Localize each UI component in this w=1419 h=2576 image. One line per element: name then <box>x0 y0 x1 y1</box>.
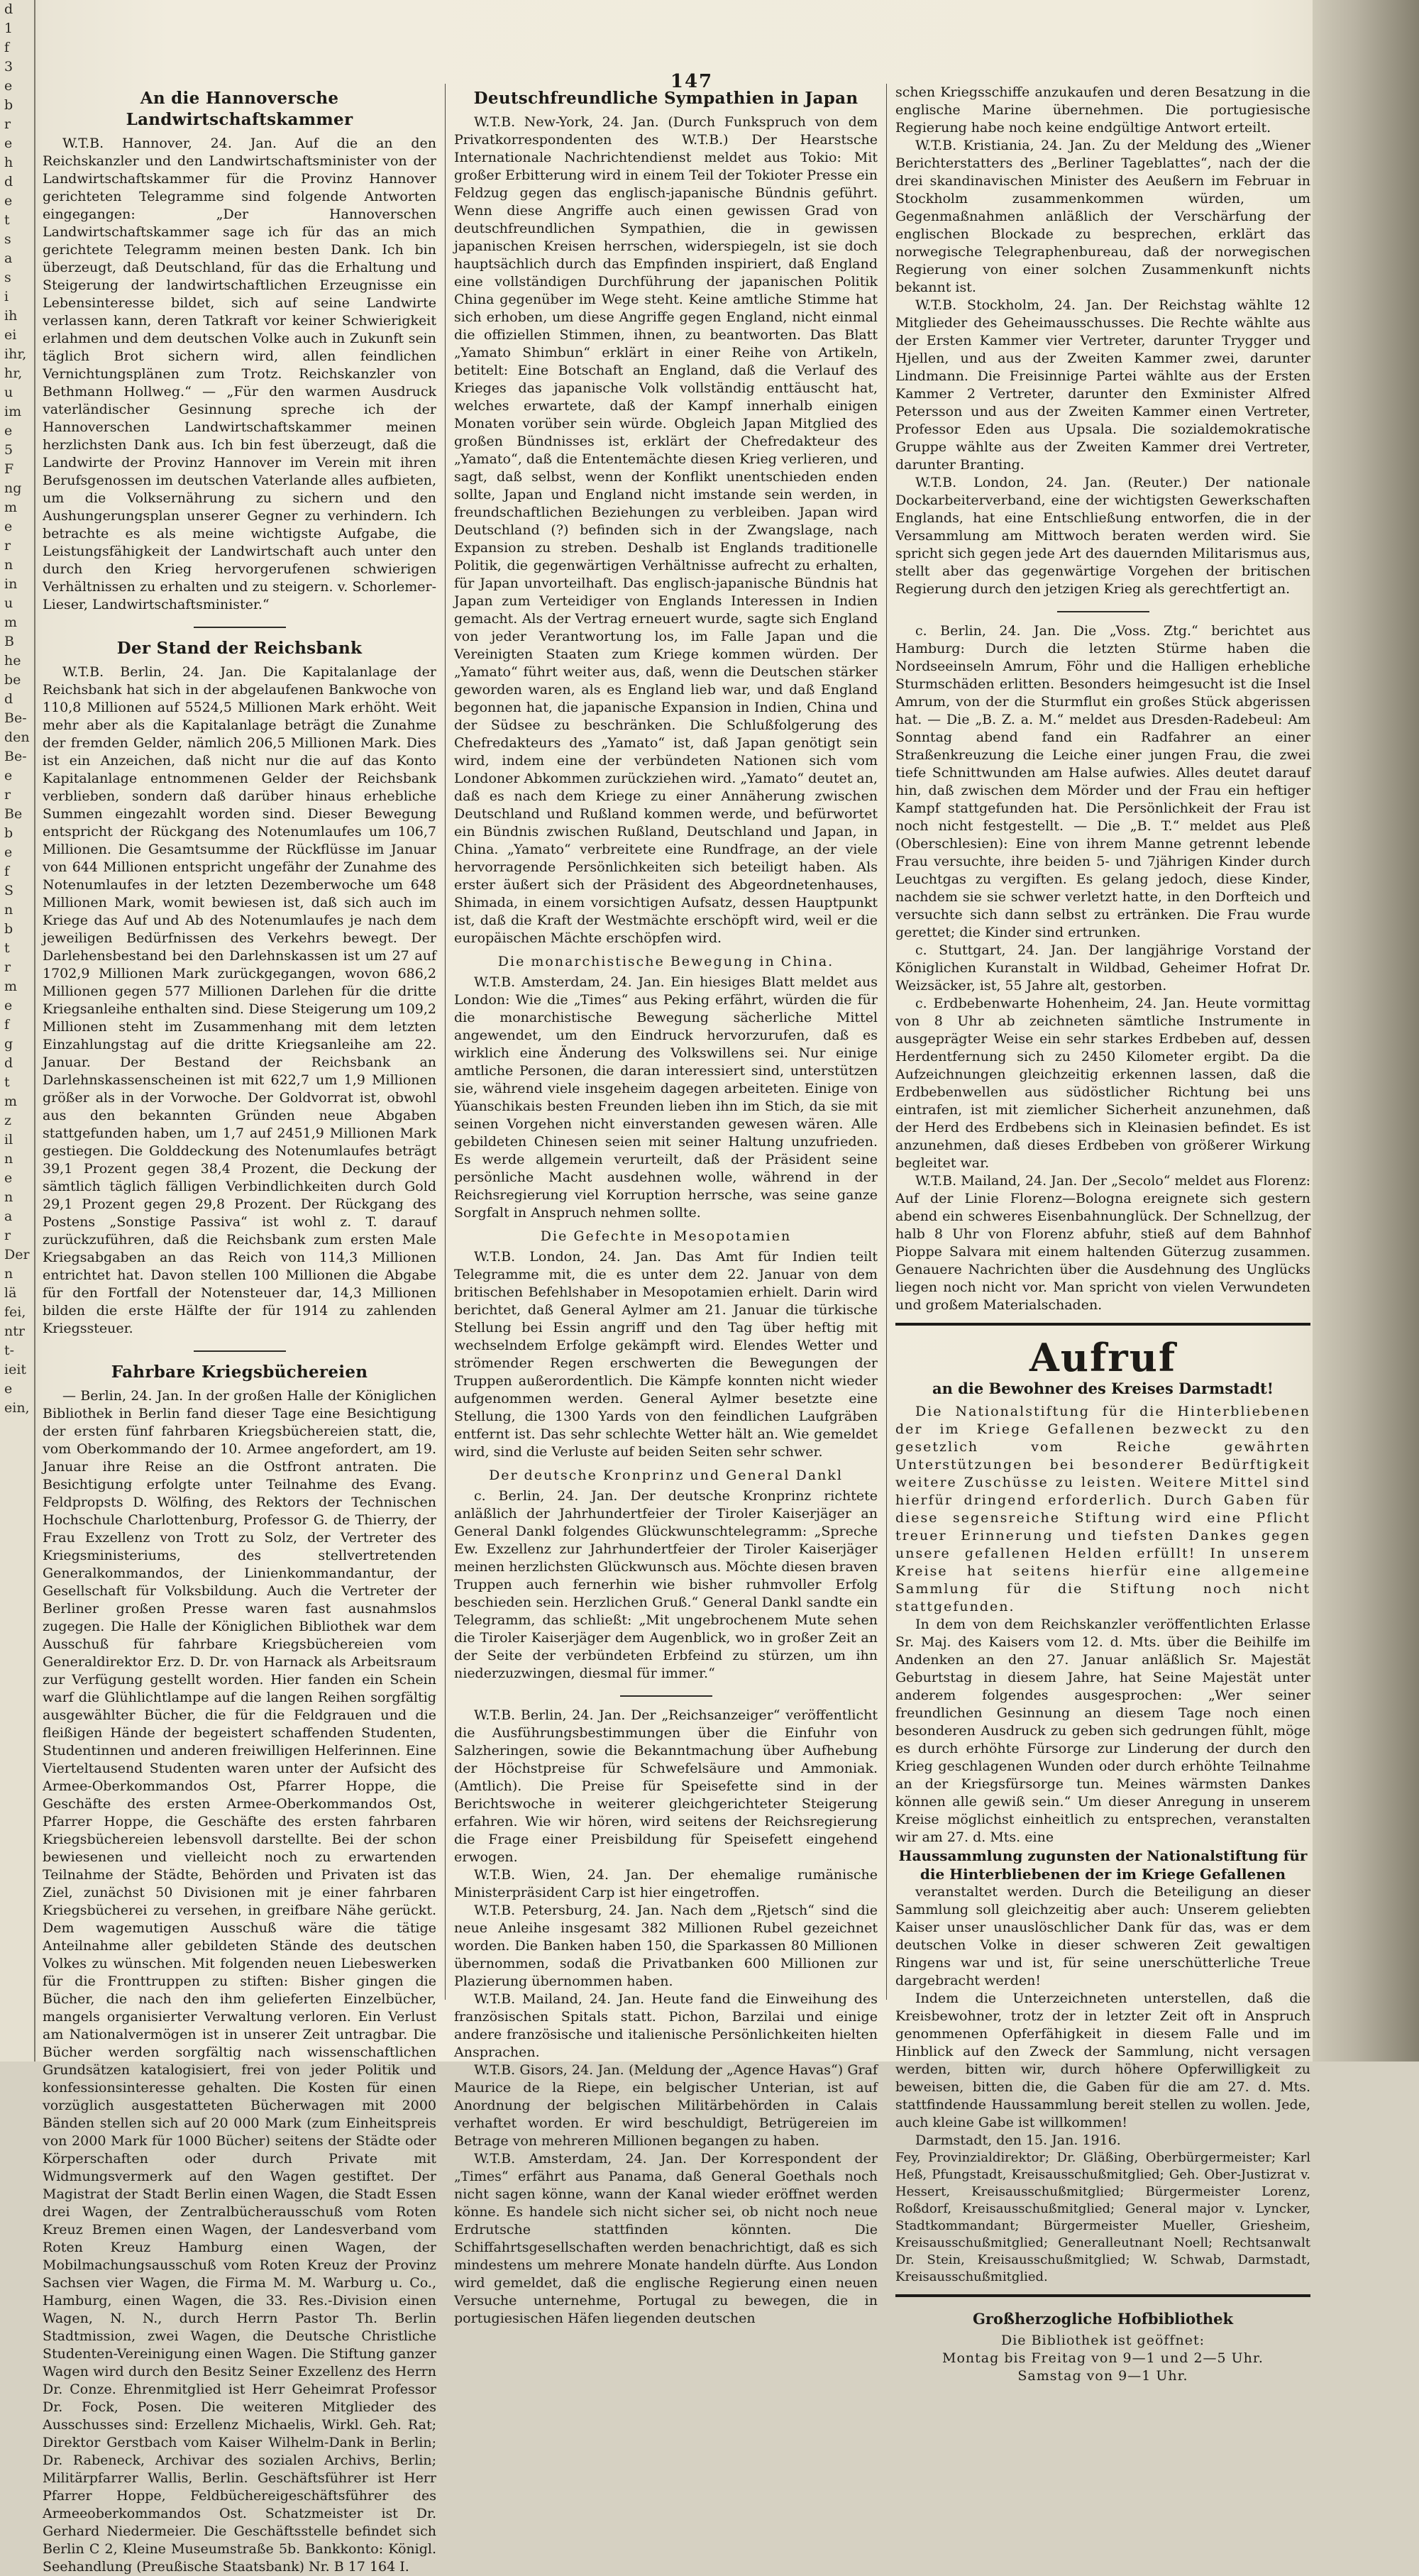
article-subhead: Der deutsche Kronprinz und General Dankl <box>489 1468 843 1483</box>
edge-fragment: il <box>4 1132 13 1147</box>
news-item: W.T.B. Berlin, 24. Jan. Der „Reichsanzeiger“ veröffentlicht die Ausführungsbestimmungen über die Einfuhr von Salzheringen, sowie die Bekanntmachung über Aufhebung der Höchstpreise für Schwefelsäure und Ammoniak. (Amtlich). Die Preise für Speisefette sind in der Berichtswoche in weiterer gleichgerichteter Steigerung erfahren. Wie wir hören, wird seitens der Reichsregierung die Frage einer Preisbildung für Speisefett eingehend erwogen. <box>454 1707 878 1865</box>
edge-fragment: a <box>4 1209 13 1224</box>
edge-fragment: n <box>4 557 13 573</box>
edge-fragment: ein, <box>4 1400 30 1416</box>
section-rule <box>895 2294 1310 2297</box>
edge-fragment: F <box>4 461 14 477</box>
edge-fragment: t <box>4 1074 10 1090</box>
edge-fragment: Be <box>4 806 23 822</box>
edge-fragment: n <box>4 1189 13 1205</box>
edge-fragment: u <box>4 595 13 611</box>
article-subhead: Die Gefechte in Mesopotamien <box>540 1228 792 1244</box>
edge-fragment: u <box>4 385 13 400</box>
appeal-paragraph: Die Nationalstiftung für die Hinterbliebenen der im Kriege Gefallenen bezweckt zu den gesetzlich vom Reiche gewährten Unterstützungen bei besonderer Bedürftigkeit weitere Zuschüsse zu leisten. Weitere Mittel sind hierfür dringend erforderlich. Durch Gaben für diese segensreiche Stiftung wird eine Pflicht treuer Erinnerung und tiefsten Dankes gegen unsere gefallenen Helden erfüllt! In unserem Kreise hat seitens hierfür eine allgemeine Sammlung für die Stiftung noch nicht stattgefunden. <box>895 1404 1310 1614</box>
edge-fragment: d <box>4 691 13 707</box>
article-body: W.T.B. London, 24. Jan. Das Amt für Indien teilt Telegramme mit, die es unter dem 22. Januar von dem britischen Befehlshaber in Mesopotamien erhielt. Darin wird berichtet, daß General Aylmer am 21. Januar die türkische Stellung bei Essin angriff und den Tag über heftig mit wechselndem Erfolge gekämpft wird. Elendes Wetter und strömender Regen erschwerten die Bewegungen der Truppen außerordentlich. Die Kämpfe konnten nicht wieder aufgenommen werden. General Aylmer besetzte eine Stellung, die 1300 Yards von den feindlichen Laufgräben entfernt ist. Das sehr schlechte Wetter hält an. Wie gemeldet wird, sind die Verluste auf beiden Seiten sehr schwer. <box>454 1249 878 1460</box>
edge-fragment: e <box>4 193 13 209</box>
edge-fragment: e <box>4 423 13 439</box>
edge-fragment: e <box>4 78 13 94</box>
edge-fragment: s <box>4 270 11 285</box>
news-item: c. Berlin, 24. Jan. Die „Voss. Ztg.“ berichtet aus Hamburg: Durch die letzten Stürme haben die Nordseeinseln Amrum, Föhr und die Halligen erhebliche Sturmschäden erlitten. Besonders heimgesucht ist die Insel Amrum, von der die Sturmflut ein großes Stück abgerissen hat. — Die „B. Z. a. M.“ meldet aus Dresden-Radebeul: Am Sonntag abend fand ein Radfahrer an einer Straßenkreuzung die Leiche einer jungen Frau, die zwei tiefe Schnittwunden am Halse aufwies. Alles deutet darauf hin, daß zwischen dem Mörder und der Frau ein heftiger Kampf stattgefunden hat. Die Persönlichkeit der Frau ist noch nicht festgestellt. — Die „B. T.“ meldet aus Pleß (Oberschlesien): Eine von ihrem Manne getrennt lebende Frau versuchte, ihre beiden 5- und 7jährigen Kinder durch Leuchtgas zu vergiften. Es gelang jedoch, diese Kinder, nachdem sie sie schwer verletzt hatte, in den Dorfteich und versuchte sich dann selbst zu ertränken. Die Frau wurde gerettet; die Kinder sind ertrunken. <box>895 623 1310 940</box>
article-headline: Deutschfreundliche Sympathien in Japan <box>473 89 858 108</box>
edge-fragment: r <box>4 538 11 554</box>
edge-fragment: he <box>4 653 21 668</box>
news-item: W.T.B. Wien, 24. Jan. Der ehemalige rumänische Ministerpräsident Carp ist hier eingetroffen. <box>454 1867 878 1900</box>
edge-fragment: be <box>4 672 21 688</box>
edge-fragment: t- <box>4 1343 15 1358</box>
edge-fragment: den <box>4 730 30 745</box>
library-hours-saturday: Samstag von 9—1 Uhr. <box>1017 2368 1188 2384</box>
article-headline: Fahrbare Kriegsbüchereien <box>111 1363 368 1382</box>
edge-fragment: im <box>4 404 22 419</box>
edge-fragment: m <box>4 615 18 630</box>
edge-fragment: h <box>4 155 13 170</box>
appeal-paragraph: Indem die Unterzeichneten unterstellen, daß die Kreisbewohner, trotz der in letzter Zeit oft in Anspruch genommenen Opferfähigkeit in diesem Falle und im Hinblick auf den Zweck der Sammlung, nicht versagen werden, bitten wir, durch höhere Opferwilligkeit zu beweisen, bitten die, die Gaben für die am 27. d. Mts. stattfindende Haussammlung bereit stellen zu wollen. Jede, auch kleine Gabe ist willkommen! <box>895 1991 1310 2130</box>
news-item: W.T.B. Stockholm, 24. Jan. Der Reichstag wählte 12 Mitglieder des Geheimausschusses. Die Rechte wählte aus der Ersten Kammer vier Vertreter, darunter Trygger und Hjellen, und aus der Zweiten Kammer zwei, darunter Lindmann. Die Freisinnige Partei wählte aus der Ersten Kammer 2 Vertreter, darunter den Exminister Alfred Petersson und aus der Zweiten Kammer einen Vertreter, Professor Eden aus Upsala. Die sozialdemokratische Gruppe wählte aus der Zweiten Kammer drei Vertreter, darunter Branting. <box>895 297 1310 473</box>
appeal-place-date: Darmstadt, den 15. Jan. 1916. <box>915 2132 1121 2148</box>
book-gutter <box>1313 0 1419 2062</box>
edge-fragment: 3 <box>4 59 13 75</box>
edge-fragment: ieit <box>4 1362 27 1377</box>
article-headline: An die Hannoversche Landwirtschaftskammer <box>126 89 353 129</box>
news-item: W.T.B. London, 24. Jan. (Reuter.) Der nationale Dockarbeiterverband, eine der wichtigsten Gewerkschaften Englands, hat eine Entschließung entworfen, die in der Versammlung am Mittwoch beraten werden wird. Sie spricht sich gegen jede Art des dauernden Militarismus aus, stellt aber das gegenwärtige Vorgehen der britischen Regierung durch den jetzigen Krieg als gerechtfertigt an. <box>895 475 1310 597</box>
article-subhead: Die monarchistische Bewegung in China. <box>497 954 834 969</box>
article-body: W.T.B. Amsterdam, 24. Jan. Ein hiesiges Blatt meldet aus London: Wie die „Times“ aus Peking erfährt, würden die für die monarchistische Bewegung sächerliche Mittel angewendet, um den Eindruck hervorzurufen, daß es wirklich eine Änderung des Volkswillens sei. Nur einige amtliche Personen, die daran interessiert sind, unterstützen sie, während viele insgeheim dagegen arbeiteten. Einige von Yüanschikais besten Freunden lieben ihn im Stich, da sie mit seinen Vorgehen nicht einverstanden gewesen wären. Alle gebildeten Chinesen seien mit seiner Haltung unzufrieden. Es werde allgemein verurteilt, daß der Präsident seine persönliche Macht ausdehnen wolle, während in der Reichsregierung viel Korruption herrsche, was seine ganze Sorgfalt in Anspruch nehmen sollte. <box>454 974 878 1221</box>
edge-fragment: f <box>4 864 10 879</box>
edge-fragment: s <box>4 231 11 247</box>
divider <box>1057 611 1149 612</box>
edge-fragment: e <box>4 768 13 783</box>
edge-fragment: r <box>4 116 11 132</box>
edge-fragment: e <box>4 519 13 534</box>
edge-fragment: hr, <box>4 365 23 381</box>
divider <box>194 627 286 628</box>
previous-page-edge <box>0 0 35 2062</box>
news-item: W.T.B. Mailand, 24. Jan. Der „Secolo“ meldet aus Florenz: Auf der Linie Florenz—Bologna ereignete sich gestern abend ein schweres Eisenbahnunglück. Der Schnellzug, der halb 8 Uhr von Florenz abfuhr, stieß auf dem Bahnhof Pioppe Salvara mit einem haltenden Güterzug zusammen. Genauere Nachrichten über die Ausdehnung des Unglücks liegen noch nicht vor. Man spricht von vielen Verwundeten und großem Materialschaden. <box>895 1173 1310 1313</box>
article-headline: Der Stand der Reichsbank <box>116 639 363 658</box>
article-body: W.T.B. Hannover, 24. Jan. Auf die an den Reichskanzler und den Landwirtschaftsminister von der Landwirtschaftskammer für die Provinz Hannover gerichteten Telegramme sind folgende Antworten eingegangen: „Der Hannoverschen Landwirtschaftskammer sage ich für das an mich gerichtete Telegramm meinen besten Dank. Ich bin überzeugt, daß Deutschland, für das die Erhaltung und Steigerung der landwirtschaftlichen Erzeugnisse ein Lebensinteresse bildet, sich auf seine Landwirte verlassen kann, deren Tatkraft vor keiner Schwierigkeit erlahmen und dem deutschen Volke auch in Zukunft sein täglich Brot sichern wird, allen feindlichen Vernichtungsplänen zum Trotz. Reichskanzler von Bethmann Hollweg.“ — „Für den warmen Ausdruck vaterländischer Gesinnung spreche ich der Hannoverschen Landwirtschaftskammer meinen herzlichsten Dank aus. Ich bin fest überzeugt, daß die Landwirte der Provinz Hannover im Verein mit ihren Berufsgenossen im deutschen Vaterlande alles aufbieten, um die Volksernährung zu sichern und den Aushungerungsplan unserer Gegner zu verhindern. Ich betrachte es als meine wichtigste Aufgabe, die Leistungsfähigkeit der Landwirtschaft auch unter den durch den Krieg hervorgerufenen schwierigen Verhältnissen zu erhalten und zu steigern. v. Schorlemer-Lieser, Landwirtschaftsminister.“ <box>43 136 436 612</box>
edge-fragment: ntr <box>4 1323 25 1339</box>
edge-fragment: S <box>4 883 14 898</box>
column-3 <box>895 84 1310 2384</box>
edge-fragment: n <box>4 902 13 918</box>
appeal-paragraph: In dem von dem Reichskanzler veröffentlichten Erlasse Sr. Maj. des Kaisers vom 12. d. Mts. über die Beihilfe im Andenken an den 27. Januar anläßlich Sr. Majestät Geburtstag in diesem Jahre, hat Seine Majestät unter anderem folgendes ausgesprochen: „Wer seiner freundlichen Gesinnung an diesem Tage noch einen besonderen Ausdruck zu geben sich gedrungen fühlt, möge es durch erhöhte Fürsorge zur Linderung der durch den Krieg geschlagenen Wunden oder durch erhöhte Teilnahme an der Kriegsfürsorge tun. Meines wärmsten Dankes können alle gewiß sein.“ Um dieser Anregung in unserem Kreise möglichst einheitlich zu entsprechen, veranstalten wir am 27. d. Mts. eine <box>895 1617 1310 1845</box>
edge-fragment: 1 <box>4 21 13 36</box>
edge-fragment: a <box>4 251 13 266</box>
appeal-subtitle: an die Bewohner des Kreises Darmstadt! <box>932 1380 1274 1397</box>
news-item: W.T.B. Gisors, 24. Jan. (Meldung der „Agence Havas“) Graf Maurice de la Riepe, ein belgischer Unterian, ist auf Anordnung der belgischen Militärbehörden in Calais verhaftet worden. Er wird beschuldigt, Betrügereien im Betrage von mehreren Millionen begangen zu haben. <box>454 2062 878 2149</box>
edge-fragment: b <box>4 97 13 113</box>
edge-fragment: g <box>4 1036 13 1052</box>
article-body: — Berlin, 24. Jan. In der großen Halle der Königlichen Bibliothek in Berlin fand dieser Tage eine Besichtigung der ersten fünf fahrbaren Kriegsbüchereien statt, die, vom Oberkommando der 10. Armee angefordert, am 19. Januar ihre Reise an die Ostfront antraten. Die Besichtigung erfolgte unter Teilnahme des Evang. Feldpropsts D. Wölfing, des Rektors der Technischen Hochschule Charlottenburg, Professor G. de Thierry, der Frau Exzellenz von Trott zu Solz, der Vertreter des Kriegsministeriums, des stellvertretenden Generalkommandos, der Linienkommandantur, der Gesellschaft für Volksbildung. Auch die Vertreter der Berliner großen Presse waren fast ausnahmslos zugegen. Die Halle der Königlichen Bibliothek war dem Ausschuß für fahrbare Kriegsbüchereien vom Generaldirektor Erz. D. Dr. von Harnack als Arbeitsraum zur Verfügung gestellt worden. Hier fanden ein Schein warf die Glühlichtlampe auf die langen Reihen sorgfältig ausgewählter Bücher, die für die Feldgrauen und die fleißigen Hände der begeistert schaffenden Studenten, Studentinnen und anderen freiwilligen Helferinnen. Eine Vierteltausend Studenten waren unter der Aufsicht des Armee-Oberkommandos Ost, Pfarrer Hoppe, die Geschäfte des ersten Armee-Oberkommandos Ost, Pfarrer Hoppe, die Geschäfte des ersten fahrbaren Kriegsbüchereien lebensvoll darstellte. Bei der schon bewiesenen und vielleicht noch zu erwartenden Teilnahme der Städte, Behörden und Privaten ist das Ziel, zunächst 50 Divisionen mit je einer fahrbaren Kriegsbücherei zu versehen, in greifbare Nähe gerückt. Dem wagemutigen Ausschuß wäre die tätige Anteilnahme aller gebildeten Stände des deutschen Volkes zu wünschen. Mit folgenden neuen Liebeswerken für die Fronttruppen zu stiften: Bisher gingen die Bücher, die nach den ihm gelieferten Einzelbücher, mangels organisierter Verwaltung verloren. Ein Verlust am Nationalvermögen ist in unserer Zeit untragbar. Die Bücher werden sorgfältig nach wissenschaftlichen Grundsätzen katalogisiert, frei von jeder Politik und konfessionsinteresse gehalten. Die Kosten für einen vorzüglich ausgestatteten Bücherwagen mit 2000 Bänden stellen sich auf 20 000 Mark (zum Einheitspreis von 2000 Mark für 1000 Bücher) seitens der Städte oder Körperschaften oder durch Private mit Widmungsvermerk auf den Wagen gestiftet. Der Magistrat der Stadt Berlin einen Wagen, die Stadt Essen drei Wagen, der Zentralbücherausschuß vom Roten Kreuz Bremen einen Wagen, der Landesverband vom Roten Kreuz Hamburg einen Wagen, der Mobilmachungsausschuß vom Roten Kreuz der Provinz Sachsen vier Wagen, die Firma M. M. Warburg u. Co., Hamburg, einen Wagen, die 33. Res.-Division einen Wagen, N. N., durch Herrn Pastor Th. Berlin Stadtmission, zwei Wagen, die Deutsche Christliche Studenten-Vereinigung einen Wagen. Die Stiftung ganzer Wagen wird durch den Besitz Seiner Exzellenz des Herrn Dr. Conze. Ehrenmitglied ist Herr Geheimrat Professor Dr. Fock, Posen. Die weiteren Mitglieder des Ausschusses sind: Erzellenz Michaelis, Wirkl. Geh. Rat; Direktor Gerstbach vom Kaiser Wilhelm-Dank in Berlin; Dr. Rabeneck, Archivar des sozialen Archivs, Berlin; Militärpfarrer Wallis, Berlin. Geschäftsführer ist Herr Pfarrer Hoppe, Feldbüchereigeschäftsführer des Armeeoberkommandos Ost. Schatzmeister ist Dr. Gerhard Niedermeier. Die Geschäftsstelle befindet sich Berlin C 2, Kleine Museumstraße 5b. Bankkonto: Königl. Seehandlung (Preußische Staatsbank) Nr. B 17 164 I. <box>43 1388 436 2575</box>
edge-fragment: f <box>4 40 10 55</box>
library-hours-weekdays: Montag bis Freitag von 9—1 und 2—5 Uhr. <box>942 2350 1264 2366</box>
section-rule <box>895 1323 1310 1326</box>
news-item: schen Kriegsschiffe anzukaufen und deren Besatzung in die englische Marine übernehmen. Die portugiesische Regierung habe noch keine endgültige Antwort erteilt. <box>895 84 1310 136</box>
edge-fragment: m <box>4 1094 18 1109</box>
edge-fragment: Be- <box>4 749 27 764</box>
news-item: W.T.B. Petersburg, 24. Jan. Nach dem „Rjetsch“ sind die neue Anleihe insgesamt 382 Millionen Rubel gezeichnet worden. Die Banken haben 150, die Sparkassen 80 Millionen übernommen, sodaß die Privatbanken 600 Millionen zur Plazierung übernommen haben. <box>454 1903 878 1989</box>
edge-fragment: ih <box>4 308 18 324</box>
edge-fragment: d <box>4 1055 13 1071</box>
article-body: c. Berlin, 24. Jan. Der deutsche Kronprinz richtete anläßlich der Jahrhundertfeier der Tiroler Kaiserjäger an General Dankl folgendes Glückwunschtelegramm: „Spreche Ew. Exzellenz zur Jahrhundertfeier der Tiroler Kaiserjäger meinen herzlichsten Glückwunsch aus. Möchte diesen braven Truppen auch fernerhin wie bisher ruhmvoller Erfolg beschieden sein. Herzlichen Gruß.“ General Dankl sandte ein Telegramm, das schließt: „Mit ungebrochenem Mute sehen die Tiroler Kaiserjäger dem Augenblick, wo in großer Zeit an der Seite der verbündeten Erbfeind zu stürzen, um ihn niederzuzwingen, diesmal für immer.“ <box>454 1488 878 1681</box>
edge-fragment: i <box>4 289 9 304</box>
edge-fragment: m <box>4 979 18 994</box>
appeal-signatures: Fey, Provinzialdirektor; Dr. Gläßing, Oberbürgermeister; Karl Heß, Pfungstadt, Kreisausschußmitglied; Geh. Ober-Justizrat v. Hessert, Kreisausschußmitglied; Bürgermeister Lorenz, Roßdorf, Kreisausschußmitglied; General major v. Lyncker, Stadtkommandant; Bürgermeister Mueller, Griesheim, Kreisausschußmitglied; Generalleutnant Noell; Rechtsanwalt Dr. Stein, Kreisausschußmitglied; W. Schwab, Darmstadt, Kreisausschußmitglied. <box>895 2150 1310 2284</box>
edge-fragment: d <box>4 174 13 189</box>
edge-fragment: e <box>4 1381 13 1397</box>
edge-fragment: b <box>4 921 13 937</box>
edge-fragment: r <box>4 959 11 975</box>
column-rule <box>886 84 887 2000</box>
library-notice-line: Die Bibliothek ist geöffnet: <box>1001 2333 1205 2348</box>
edge-fragment: ng <box>4 480 22 496</box>
library-notice-title: Großherzogliche Hofbibliothek <box>972 2310 1234 2328</box>
edge-fragment: ihr, <box>4 346 27 362</box>
edge-fragment: e <box>4 1170 13 1186</box>
news-item: c. Erdbebenwarte Hohenheim, 24. Jan. Heute vormittag von 8 Uhr ab zeichneten sämtliche Instrumente in ausgeprägter Weise ein sehr starkes Erdbeben auf, dessen Herdentfernung sich zu 2450 Kilometer ergibt. Da die Aufzeichnungen gleichzeitig erkennen lassen, daß die Erdbebenwellen aus südöstlicher Richtung bei uns eintrafen, ist mit ziemlicher Sicherheit anzunehmen, daß der Herd des Erdbebens sich in Kleinasien befindet. Es ist anzunehmen, daß dieses Erdbeben von größerer Wirkung begleitet war. <box>895 996 1310 1171</box>
article-body: W.T.B. New-York, 24. Jan. (Durch Funkspruch von dem Privatkorrespondenten des W.T.B.) Der Hearstsche Internationale Nachrichtendienst meldet aus Tokio: Mit großer Erbitterung wird in einem Teil der Tokioter Presse ein Feldzug gegen das englisch-japanische Bündnis geführt. Wenn diese Angriffe auch einen gewissen Grad von deutschfreundlichen Sympathien, die in gewissen japanischen Kreisen herrschen, widerspiegeln, ist sie doch hauptsächlich durch das Empfinden inspiriert, daß England eine vollständigen Durchführung der japanischen Politik China gegenüber im Wege steht. Keine amtliche Stimme hat sich erhoben, um diese Angriffe gegen England, nicht einmal die offiziellen Stimmen, ihnen, zu beantworten. Das Blatt „Yamato Shimbun“ erklärt in einer Reihe von Artikeln, betitelt: Eine Botschaft an England, daß die Verlauf des Krieges das japanische Volk vollständig enttäuscht hat, welches erwartete, daß der Kampf innerhalb einigen Monaten vorüber sein würde. Obgleich Japan Mitglied des großen Bündnisses ist, erklärt der Chefredakteur des „Yamato“, daß die Ententemächte diesen Krieg verlieren, und sagt, daß selbst, wenn der Konflikt unentschieden enden sollte, Japan und England nicht imstande sein werden, in freundschaftlichen Beziehungen zu verbleiben. Japan wird Deutschland (?) befinden sich in der Zwangslage, nach Expansion zu streben. Deshalb ist Englands traditionelle Politik, die gegenwärtigen Verhältnisse aufrecht zu erhalten, für Japan unvorteilhaft. Das englisch-japanische Bündnis hat Japan zum Verteidiger von Englands Interessen in Indien gemacht. Als der Vertrag erneuert wurde, sagte sich England von jeder Verantwortung los, im Falle Japan und die Vereinigten Staaten zum Kriege kommen würden. Der „Yamato“ führt weiter aus, daß, wenn die Deutschen stärker geworden waren, als es England lieb war, und daß England begonnen hat, die japanische Expansion in Indien, China und der Südsee zu beschränken. Die Schlußfolgerung des Chefredakteurs des „Yamato“ ist, daß Japan genötigt sein wird, indem eine der verbündeten Nationen sich vom Londoner Abkommen zurückziehen wird. „Yamato“ deutet an, daß es nach dem Kriege zu einer Annäherung zwischen Deutschland und Rußland kommen werde, und befürwortet ein Bündnis zwischen Rußland, Deutschland und Japan, in China. „Yamato“ verbreitete eine Rundfrage, an der viele hervorragende Persönlichkeiten sich beteiligt haben. Als erster äußert sich der Präsident des Abgeordnetenhauses, Shimada, in einem vorsichtigen Aufsatz, dessen Hauptpunkt ist, daß die Kraft der Westmächte erschöpft wird, weil er die europäischen Mächte erschöpfen wird. <box>454 114 878 946</box>
news-item: W.T.B. Mailand, 24. Jan. Heute fand die Einweihung des französischen Spitals statt. Pichon, Barzilai und einige andere französische und italienische Persönlichkeiten hielten Ansprachen. <box>454 1991 878 2060</box>
divider <box>194 1350 286 1352</box>
news-item: c. Stuttgart, 24. Jan. Der langjährige Vorstand der Königlichen Kuranstalt in Wildbad, Geheimer Hofrat Dr. Weizsäcker, ist, 55 Jahre alt, gestorben. <box>895 942 1310 993</box>
edge-fragment: in <box>4 576 18 592</box>
edge-fragment: ei <box>4 327 17 343</box>
page-number: 147 <box>670 71 714 92</box>
column-1 <box>43 84 436 2575</box>
edge-fragment: e <box>4 998 13 1013</box>
edge-fragment: 5 <box>4 442 13 458</box>
edge-fragment: Der <box>4 1247 30 1262</box>
edge-fragment: lä <box>4 1285 17 1301</box>
edge-fragment: r <box>4 1228 11 1243</box>
appeal-title: Aufruf <box>1029 1335 1177 1380</box>
appeal-collection-heading: Haussammlung zugunsten der Nationalstiftung für die Hinterbliebenen der im Kriege Gefallenen <box>898 1847 1308 1883</box>
edge-fragment: t <box>4 212 10 228</box>
appeal-paragraph: veranstaltet werden. Durch die Beteiligung an dieser Sammlung soll gleichzeitig aber auch: Unserem geliebten Kaiser unser unauslöschlicher Dank für das, was er dem deutschen Volke in dieser schweren Zeit gewaltigen Ringens war und ist, für seine unerschütterliche Treue dargebracht werden! <box>895 1884 1310 1988</box>
edge-fragment: e <box>4 844 13 860</box>
column-2 <box>454 84 878 2326</box>
news-item: W.T.B. Kristiania, 24. Jan. Zu der Meldung des „Wiener Berichterstatters des „Berliner Tageblattes“, nach der die drei skandinavischen Minister des Aeußern im Februar in Stockholm zusammenkommen würden, um Gegenmaßnahmen anläßlich der Verschärfung der englischen Blockade zu besprechen, erklärt das norwegische Telegraphenbureau, daß der norwegischen Regierung von einer solchen Zusammenkunft nichts bekannt ist. <box>895 138 1310 295</box>
edge-fragment: z <box>4 1113 12 1128</box>
edge-fragment: b <box>4 825 13 841</box>
column-rule <box>445 84 446 2000</box>
edge-fragment: e <box>4 136 13 151</box>
edge-fragment: d <box>4 1 13 17</box>
edge-fragment: fei, <box>4 1304 26 1320</box>
edge-fragment: n <box>4 1151 13 1167</box>
edge-fragment: r <box>4 787 11 803</box>
edge-fragment: Be- <box>4 710 27 726</box>
edge-fragment: t <box>4 940 10 956</box>
news-item: W.T.B. Amsterdam, 24. Jan. Der Korrespondent der „Times“ erfährt aus Panama, daß General Goethals noch nicht sagen könne, wann der Kanal wieder eröffnet werden könne. Es handele sich nicht sicher sei, ob nicht noch neue Erdrutsche stattfinden könnten. Die Schiffahrtsgesellschaften werden benachrichtigt, daß es sich mindestens um mehrere Monate handeln dürfte. Aus London wird gemeldet, daß die englische Regierung einen neuen Versuche unternehme, Portugal zu bewegen, die in portugiesischen Häfen liegenden deutschen <box>454 2151 878 2326</box>
edge-fragment: f <box>4 1017 10 1033</box>
edge-fragment: B <box>4 634 14 649</box>
edge-fragment: n <box>4 1266 13 1282</box>
edge-fragment: m <box>4 500 18 515</box>
article-body: W.T.B. Berlin, 24. Jan. Die Kapitalanlage der Reichsbank hat sich in der abgelaufenen Bankwoche von 110,8 Millionen auf 5524,5 Millionen Mark erhöht. Weit mehr aber als die Kapitalanlage beträgt die Zunahme der fremden Gelder, nämlich 206,5 Millionen Mark. Dies ist ein Anzeichen, daß nicht nur die auf das Konto Kapitalanlage entnommenen Gelder der Reichsbank verblieben, sondern daß darüber hinaus erhebliche Summen eingezahlt worden sind. Dieser Bewegung entspricht der Rückgang des Notenumlaufes um 106,7 Millionen. Die Gesamtsumme der Rückflüsse im Januar von 644 Millionen entspricht ungefähr der Zunahme des Notenumlaufes in der letzten Dezemberwoche um 648 Millionen Mark, womit bewiesen ist, daß sich auch im Kriege das Auf und Ab des Notenumlaufes je nach dem jeweiligen Bedürfnissen des Verkehrs bewegt. Der Darlehensbestand bei den Darlehnskassen ist um 27 auf 1702,9 Millionen Mark zurückgegangen, wovon 686,2 Millionen gegen 577 Millionen Darlehen für die dritte Kriegsanleihe enthalten sind. Diese Steigerung um 109,2 Millionen steht im Zusammenhang mit dem letzten Einzahlungstag auf die dritte Kriegsanleihe am 22. Januar. Der Bestand der Reichsbank an Darlehnskassenscheinen ist mit 622,7 um 1,9 Millionen größer als in der Vorwoche. Der Goldvorrat ist, obwohl aus den bekannten Gründen neue Abgaben stattgefunden haben, um 1,7 auf 2451,9 Millionen Mark gestiegen. Die Golddeckung des Notenumlaufes beträgt 39,1 Prozent gegen 38,4 Prozent, die Deckung der sämtlich täglich fälligen Verbindlichkeiten durch Gold 29,1 Prozent gegen 29,8 Prozent. Der Rückgang des Postens „Sonstige Passiva“ ist wohl z. T. darauf zurückzuführen, daß die Reichsbank zum ersten Male Kriegsabgaben an das Reich von 114,3 Millionen entrichtet hat. Davon stellen 100 Millionen die Abgabe für den Fortfall der Notensteuer dar, 14,3 Millionen bilden die erste Hälfte der für 1914 zu zahlenden Kriegssteuer. <box>43 664 436 1336</box>
divider <box>620 1695 712 1697</box>
